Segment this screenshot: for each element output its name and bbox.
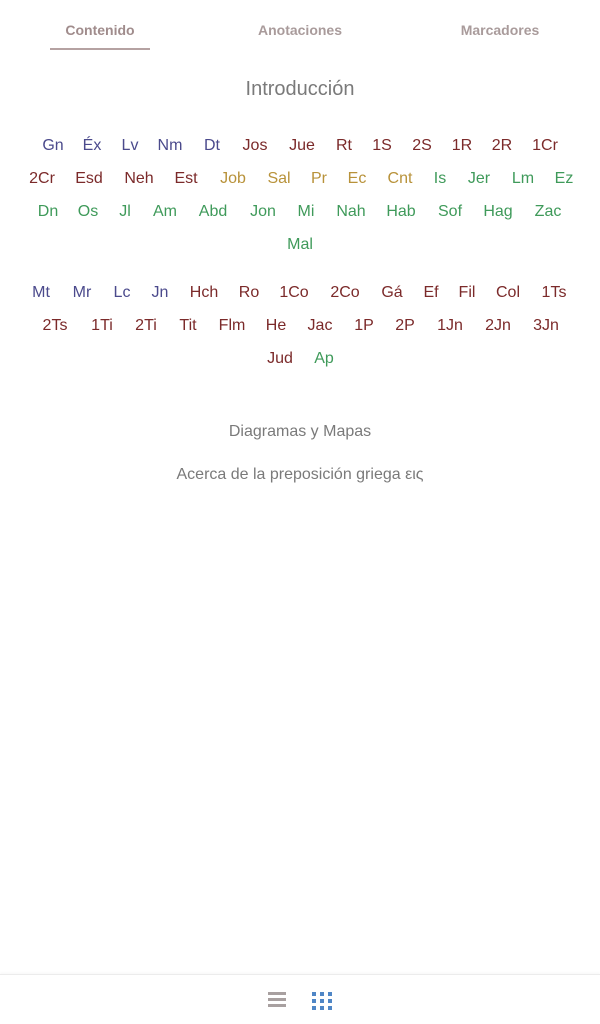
book-1r[interactable]: 1R [451, 137, 473, 154]
book-col[interactable]: Col [495, 284, 521, 301]
bottom-toolbar [0, 974, 600, 1024]
book-est[interactable]: Est [174, 170, 198, 187]
book-os[interactable]: Os [77, 203, 99, 220]
book-rt[interactable]: Rt [336, 137, 352, 154]
book-ap[interactable]: Ap [314, 350, 334, 367]
book-ef[interactable]: Ef [423, 284, 439, 301]
book-hag[interactable]: Hag [483, 203, 513, 220]
tab-bar [0, 0, 600, 56]
book-ro[interactable]: Ro [238, 284, 260, 301]
greek-preposition-link[interactable]: Acerca de la preposición griega εις [176, 466, 424, 483]
book-tit[interactable]: Tit [179, 317, 197, 334]
book-2p[interactable]: 2P [395, 317, 415, 334]
book-pr[interactable]: Pr [311, 170, 327, 187]
book-jer[interactable]: Jer [467, 170, 491, 187]
book-sof[interactable]: Sof [437, 203, 463, 220]
book-fil[interactable]: Fil [458, 284, 476, 301]
book-nah[interactable]: Nah [336, 203, 366, 220]
book-1s[interactable]: 1S [372, 137, 392, 154]
book-is[interactable]: Is [433, 170, 447, 187]
book-jn[interactable]: Jn [151, 284, 169, 301]
ot-row-2 [0, 169, 600, 199]
book-mi[interactable]: Mi [297, 203, 315, 220]
book-1p[interactable]: 1P [354, 317, 374, 334]
ot-row-3 [0, 202, 600, 232]
book-esd[interactable]: Esd [75, 170, 103, 187]
book-ex[interactable]: Éx [82, 137, 102, 154]
book-2cr[interactable]: 2Cr [29, 170, 55, 187]
book-2s[interactable]: 2S [412, 137, 432, 154]
book-zac[interactable]: Zac [534, 203, 562, 220]
book-3jn[interactable]: 3Jn [533, 317, 559, 334]
book-am[interactable]: Am [153, 203, 177, 220]
book-abd[interactable]: Abd [198, 203, 228, 220]
book-jos[interactable]: Jos [242, 137, 268, 154]
book-2ts[interactable]: 2Ts [42, 317, 68, 334]
book-1cr[interactable]: 1Cr [532, 137, 558, 154]
book-flm[interactable]: Flm [218, 317, 246, 334]
book-2jn[interactable]: 2Jn [485, 317, 511, 334]
book-2ti[interactable]: 2Ti [135, 317, 157, 334]
book-cnt[interactable]: Cnt [387, 170, 413, 187]
book-mr[interactable]: Mr [72, 284, 92, 301]
book-dt[interactable]: Dt [204, 137, 220, 154]
book-1ts[interactable]: 1Ts [541, 284, 567, 301]
nt-row-2 [0, 316, 600, 346]
book-mal[interactable]: Mal [287, 236, 313, 253]
book-1jn[interactable]: 1Jn [437, 317, 463, 334]
book-lv[interactable]: Lv [121, 137, 139, 154]
book-ez[interactable]: Ez [554, 170, 574, 187]
book-hch[interactable]: Hch [189, 284, 219, 301]
book-gn[interactable]: Gn [42, 137, 64, 154]
book-1ti[interactable]: 1Ti [91, 317, 113, 334]
book-jue[interactable]: Jue [289, 137, 315, 154]
book-nm[interactable]: Nm [157, 137, 183, 154]
book-2r[interactable]: 2R [491, 137, 513, 154]
book-jl[interactable]: Jl [119, 203, 131, 220]
book-he[interactable]: He [265, 317, 287, 334]
nt-row-1 [0, 283, 600, 313]
book-jac[interactable]: Jac [307, 317, 333, 334]
nt-row-3 [0, 349, 600, 379]
book-2co[interactable]: 2Co [330, 284, 360, 301]
tab-contenido[interactable]: Contenido [65, 22, 135, 38]
list-icon[interactable] [268, 992, 286, 1008]
book-hab[interactable]: Hab [386, 203, 416, 220]
ot-row-4 [0, 235, 600, 265]
book-dn[interactable]: Dn [37, 203, 59, 220]
diagrams-maps-link[interactable]: Diagramas y Mapas [228, 423, 372, 440]
book-ec[interactable]: Ec [347, 170, 367, 187]
book-job[interactable]: Job [220, 170, 246, 187]
active-tab-indicator [50, 48, 150, 50]
book-neh[interactable]: Neh [124, 170, 154, 187]
grid-icon[interactable] [312, 992, 332, 1010]
book-jon[interactable]: Jon [250, 203, 276, 220]
book-mt[interactable]: Mt [32, 284, 50, 301]
book-sal[interactable]: Sal [267, 170, 291, 187]
book-ga[interactable]: Gá [381, 284, 403, 301]
ot-row-1 [0, 136, 600, 166]
book-lc[interactable]: Lc [113, 284, 131, 301]
tab-anotaciones[interactable]: Anotaciones [257, 22, 342, 38]
tab-marcadores[interactable]: Marcadores [460, 22, 540, 38]
book-jud[interactable]: Jud [267, 350, 293, 367]
book-1co[interactable]: 1Co [279, 284, 309, 301]
introduction-link[interactable]: Introducción [245, 78, 355, 100]
book-lm[interactable]: Lm [511, 170, 535, 187]
